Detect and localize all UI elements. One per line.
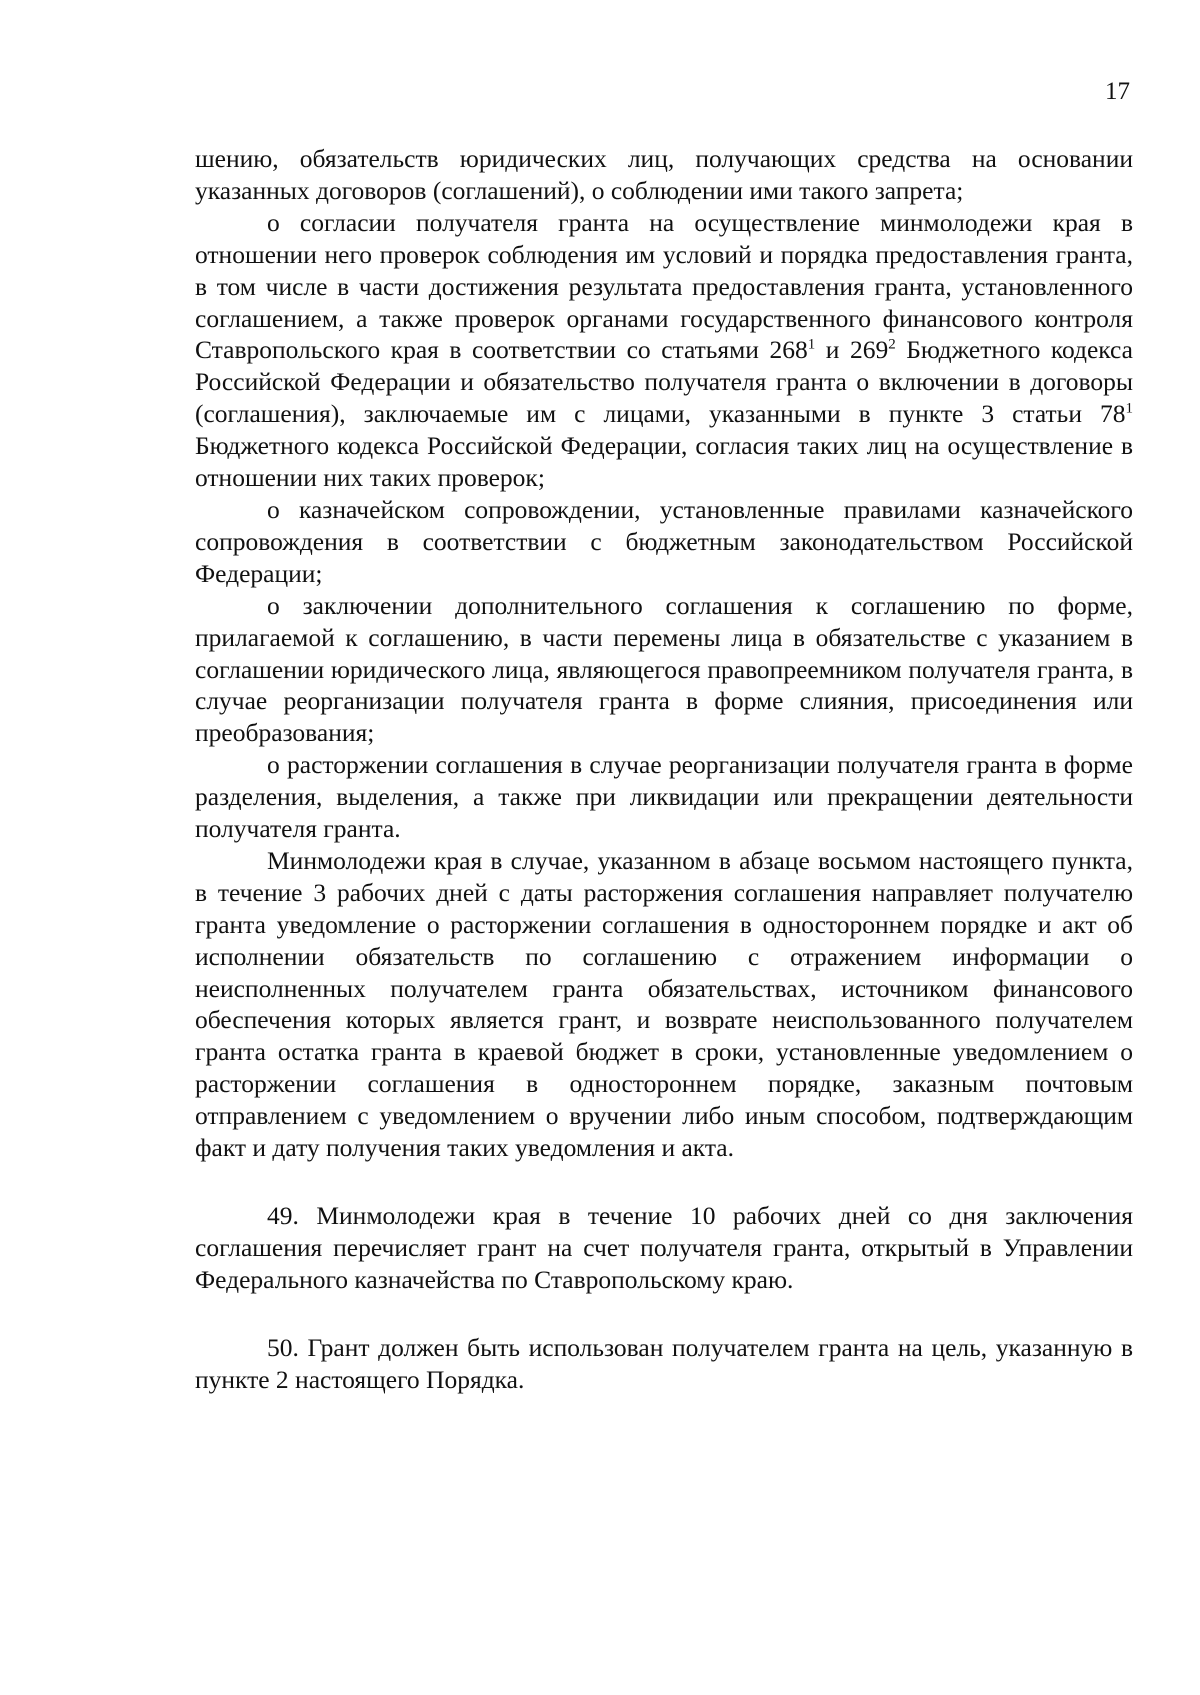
paragraph-termination: о расторжении соглашения в случае реорганизации получателя гранта в форме разделения, выделения, а также при ликвидации или прекращении деятельности получателя гранта. bbox=[195, 750, 1133, 844]
paragraph-termination-notice: Минмолодежи края в случае, указанном в абзаце восьмом настоящего пункта, в течение 3 рабочих дней с даты расторжения соглашения направляет получателю гранта уведомление о расторжении соглашения в одностороннем порядке и акт об исполнении обязательств по соглашению с отражением информации о неисполненных получателем гранта обязательствах, источником финансового обеспечения которых является грант, и возврате неиспользованного получателем гранта остатка гранта в краевой бюджет в сроки, установленные уведомлением о расторжении соглашения в одностороннем порядке, заказным почтовым отправлением с уведомлением о вручении либо иным способом, подтверждающим факт и дату получения таких уведомления и акта. bbox=[195, 845, 1133, 1163]
page-number: 17 bbox=[1105, 78, 1130, 105]
paragraph-treasury-support: о казначейском сопровождении, установленные правилами казначейского сопровождения в соответствии с бюджетным законодательством Российской Федерации; bbox=[195, 494, 1133, 588]
paragraph-text-part: Бюджетного кодекса Российской Федерации и обязательство получателя гранта о включении в договоры (соглашения), заключаемые им с лицами, указанными в пункте 3 статьи 78 bbox=[195, 335, 1133, 429]
paragraph-item-50: 50. Грант должен быть использован получателем гранта на цель, указанную в пункте 2 настоящего Порядка. bbox=[195, 1332, 1133, 1394]
superscript: 2 bbox=[888, 336, 896, 353]
superscript: 1 bbox=[807, 336, 816, 353]
paragraph-text-part: и 269 bbox=[815, 335, 889, 365]
paragraph-item-49: 49. Минмолодежи края в течение 10 рабочих дней со дня заключения соглашения перечисляет грант на счет получателя гранта, открытый в Управлении Федерального казначейства по Ставропольскому краю. bbox=[195, 1201, 1133, 1294]
paragraph-consent-inspections bbox=[195, 207, 1133, 494]
paragraph-text-part: Бюджетного кодекса Российской Федерации, согласия таких лиц на осуществление в отношении них таких проверок; bbox=[195, 431, 1133, 493]
paragraph-additional-agreement: о заключении дополнительного соглашения к соглашению по форме, прилагаемой к соглашению, в части перемены лица в обязательстве с указанием в соглашении юридического лица, являющегося правопреемником получателя гранта, в случае реорганизации получателя гранта в форме слияния, присоединения или преобразования; bbox=[195, 590, 1133, 748]
document-body bbox=[195, 143, 1133, 1396]
paragraph-continuation: шению, обязательств юридических лиц, получающих средства на основании указанных договоров (соглашений), о соблюдении ими такого запрета; bbox=[195, 144, 1133, 205]
superscript: 1 bbox=[1125, 400, 1133, 417]
paragraph-text-part: о согласии получателя гранта на осуществление минмолодежи края в отношении него проверок соблюдения им условий и порядка предоставления гранта, в том числе в части достижения результата предоставления гранта, установленного соглашением, а также проверок органами государственного финансового контроля Ставропольского края в соответствии со статьями 268 bbox=[195, 207, 1133, 365]
